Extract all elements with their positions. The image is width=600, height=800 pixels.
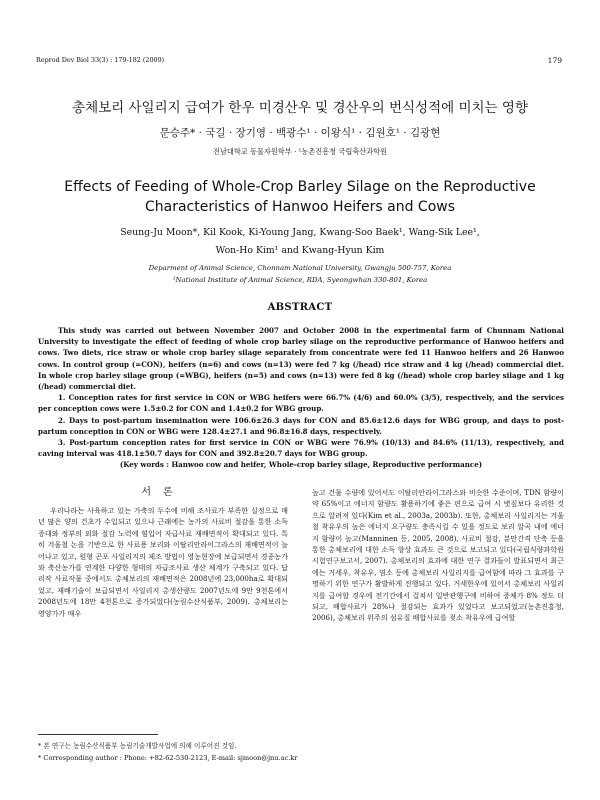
abstract-paragraph: 1. Conception rates for first service in CON or WBG heifers were 66.7% (4/6) and 60.0% (3/5), respectively, and the services per conception cows were 1.5±0.2 for CON and 1.4±0.2 for WBG group. [38,393,564,414]
body-paragraph: 우리나라는 사육하고 있는 가축의 두수에 비해 조사료가 부족한 실정으로 매년 많은 양의 건초가 수입되고 있으나 근래에는 농가의 사료비 절감을 통한 소득 증대와 정부의 외화 절감 노력에 힘입어 자급사료 재배면적이 확대되고 있다. 특히 겨울철 논을 기반으로 한 사료용 보리와 이탈리안라이그라스의 재배면적이 늘어나고 있고, 원형 곤포 사일리지의 제조 방법이 영농현장에 보급되면서 경종농가와 축산농가를 연계한 다양한 형태의 자급조사료 생산 체계가 구축되고 있다. 답리작 사료작물 중에서도 총체보리의 재배면적은 2008년에 23,000ha로 확대되었고, 재배기술이 보급되면서 사일리지 총생산량도 2007년도에 9만 9천톤에서 2008년도에 18만 4천톤으로 증가되었다(농림수산식품부, 2009). 총체보리는 영양가가 매우 [38,506,288,618]
corresponding-author-footnote: * Corresponding author : Phone: +82-62-530-2123, E-mail: sjmoon@jnu.ac.kr [38,754,298,762]
english-affiliation-line2: ¹National Institute of Animal Science, RDA, Syeongwhan 330-801, Korea [172,276,428,284]
funding-footnote: * 본 연구는 농림수산식품부 농림기술개발사업에 의해 이루어진 것임. [38,742,237,750]
english-title-line2: Characteristics of Hanwoo Heifers and Cows [144,199,456,215]
abstract-body [38,325,564,471]
running-header [36,56,562,68]
english-authors-line2: Won-Ho Kim¹ and Kwang-Hyun Kim [215,245,385,256]
english-authors-line1: Seung-Ju Moon*, Kil Kook, Ki-Young Jang, Kwang-Soo Baek¹, Wang-Sik Lee¹, [120,227,480,238]
abstract-paragraph: 2. Days to post-partum insemination were 106.6±26.3 days for CON and 85.6±12.6 days for WBG group, and days to post-partum conception in CON or WBG were 128.4±27.1 and 96.8±16.8 days, respectively. [38,415,564,436]
right-column [312,487,564,624]
english-affiliation-line1: Deparment of Animal Science, Chonnam National University, Gwangju 500-757, Korea [148,264,452,272]
english-title-line1: Effects of Feeding of Whole-Crop Barley Silage on the Reproductive [64,179,536,195]
english-authors [0,224,600,260]
english-affiliation [0,262,600,286]
korean-title: 총체보리 사일리지 급여가 한우 미경산우 및 경산우의 번식성적에 미치는 영향 [72,100,528,116]
abstract-keywords: (Key words : Hanwoo cow and heifer, Whole-crop barley silage, Reproductive performance) [119,460,483,470]
page-number: 179 [547,56,562,65]
english-title [0,177,600,217]
korean-affiliation: 전남대학교 동물자원학부 · ¹농촌진흥청 국립축산과학원 [213,147,387,156]
left-column [38,505,288,619]
body-paragraph: 높고 건물 수량에 있어서도 이탈리안라이그라스와 비슷한 수준이며, TDN 함량이 약 65%이고 에너지 함량도 활용하기에 좋은 편으로 급여 시 볏짚보다 유리한 것으로 알려져 있다(Kim et al., 2003a, 2003b). 또한, 총체보리 사일리지는 겨울철 착유우의 높은 에너지 요구량도 충족시킬 수 있을 정도로 보리 알곡 내에 에너지 함량이 높고(Manninen 등, 2005, 2008), 사료비 절감, 분만간격 단축 등을 통한 총체보리에 대한 소득 향상 효과도 큰 것으로 보고되고 있다(국립식량과학원 시험연구보고서, 2007). 총체보리의 효과에 대한 연구 결과들이 발표되면서 최근에는 거세우, 착유우, 염소 등에 총체보리 사일리지를 급여함에 따라 그 효과를 구명하기 위한 연구가 활발하게 진행되고 있다. 거세한우에 있어서 총체보리 사일리지를 급여할 경우에 전기간에서 걸쳐서 일반관행구에 비하여 증체가 8% 정도 더 되고, 배합사료가 28%나 절감되는 효과가 있었다고 보고되었고(농촌진흥청, 2006), 총체보리 위주의 섬유질 배합사료를 젖소 착유우에 급여할 [312,488,564,623]
footnote-divider [38,734,158,735]
journal-citation: Reprod Dev Biol 33(3) : 179-182 (2009) [36,56,165,64]
abstract-paragraph: This study was carried out between November 2007 and October 2008 in the experimental farm of Chunnam National University to investigate the effect of feeding of whole crop barley silage on the reproductive performance of Hanwoo heifers and cows. Two diets, rice straw or whole crop barley silage separately from concentrate were fed 11 Hanwoo heifers and 26 Hanwoo cows. In control group (=CON), heifers (n=6) and cows (n=13) were fed 7 kg (/head) rice straw and 4 kg (/head) commercial diet. In whole crop barley silage group (=WBG), heifers (n=5) and cows (n=13) were fed 8 kg (/head) whole crop barley silage and 1 kg (/head) commercial diet. [38,326,564,392]
korean-authors: 문승주* · 국길 · 장기영 · 백광수¹ · 이왕식¹ · 김원호¹ · 김광현 [159,127,441,139]
abstract-heading: ABSTRACT [267,302,333,313]
abstract-paragraph: 3. Post-partum conception rates for first service in CON or WBG were 76.9% (10/13) and 84.6% (11/13), respectively, and caving interval was 418.1±50.7 days for CON and 392.8±20.7 days for WBG group. [38,438,564,459]
section-title: 서론 [141,487,185,498]
